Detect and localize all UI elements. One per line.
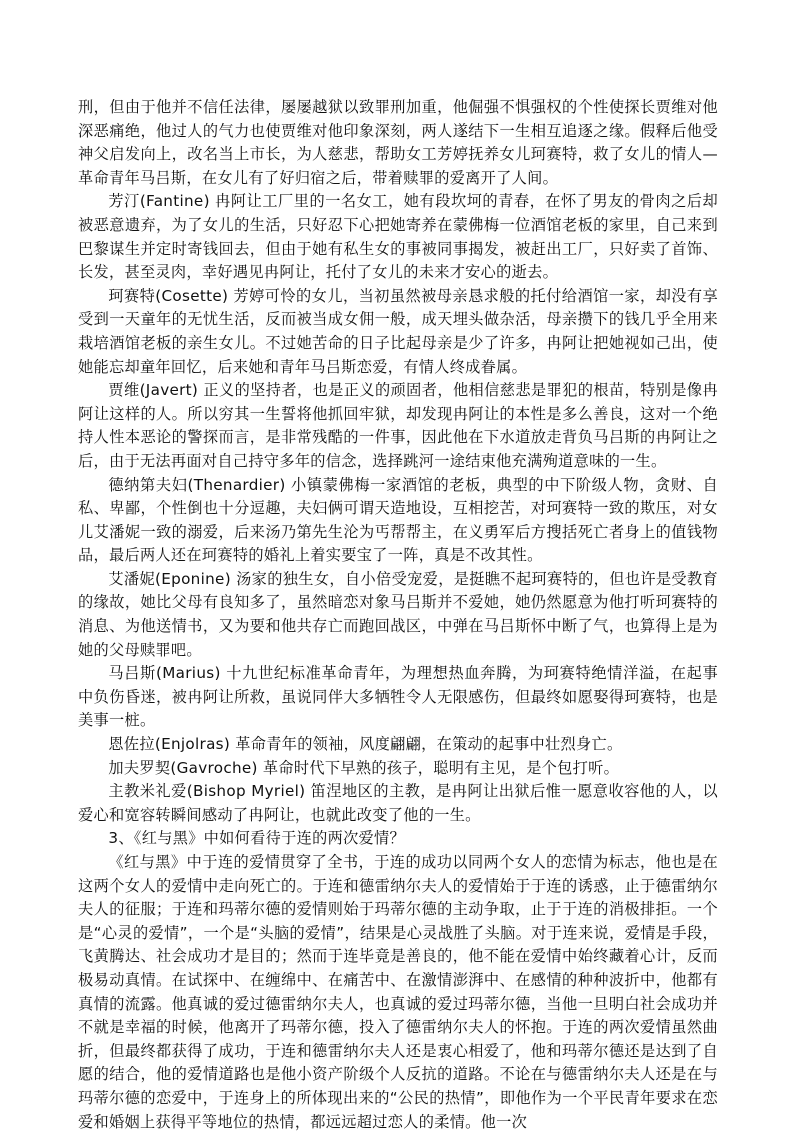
document-page xyxy=(78,96,718,1134)
paragraph-cosette: 珂赛特(Cosette) 芳婷可怜的女儿，当初虽然被母亲恳求般的托付给酒馆一家，却没有享受到一天童年的无忧生活，反而被当成女佣一般，成天埋头做杂活，母亲攒下的钱几乎全用来栽培酒馆老板的亲生女儿。不过她苦命的日子比起母亲是少了许多，冉阿让把她视如己出，使她能忘却童年回忆，后来她和青年马吕斯恋爱，有情人终成眷属。 xyxy=(78,286,718,376)
paragraph-thenardier: 德纳第夫妇(Thenardier) 小镇蒙佛梅一家酒馆的老板，典型的中下阶级人物，贪财、自私、卑鄙，个性倒也十分逗趣，夫妇俩可谓天造地设，互相挖苦，对珂赛特一致的欺压，对女儿艾潘妮一致的溺爱，后来汤乃第先生沦为丐帮帮主，在义勇军后方搜括死亡者身上的值钱物品，最后两人还在珂赛特的婚礼上着实要宝了一阵，真是不改其性。 xyxy=(78,475,718,565)
paragraph-continuation-jean-valjean: 刑，但由于他并不信任法律，屡屡越狱以致罪刑加重，他倔强不惧强权的个性使探长贾维对他深恶痛绝，他过人的气力也使贾维对他印象深刻，两人遂结下一生相互追逐之缘。假释后他受神父启发向上，改名当上市长，为人慈悲，帮助女工芳婷抚养女儿珂赛特，救了女儿的情人—革命青年马吕斯，在女儿有了好归宿之后，带着赎罪的爱离开了人间。 xyxy=(78,98,718,187)
question-heading-red-and-black: 3、《红与黑》中如何看待于连的两次爱情？ xyxy=(108,829,406,848)
paragraph-answer-red-and-black: 《红与黑》中于连的爱情贯穿了全书，于连的成功以同两个女人的恋情为标志，他也是在这两个女人的爱情中走向死亡的。于连和德雷纳尔夫人的爱情始于于连的诱惑，止于德雷纳尔夫人的征服；于连和玛蒂尔德的爱情则始于玛蒂尔德的主动争取，止于于连的消极排拒。一个是“心灵的爱情”，一个是“头脑的爱情”，结果是心灵战胜了头脑。对于连来说，爱情是手段，飞黄腾达、社会成功才是目的；然而于连毕竟是善良的，他不能在爱情中始终藏着心计，反而极易动真情。在试探中、在缠绵中、在痛苦中、在激情澎湃中、在感情的种种波折中，他都有真情的流露。他真诚的爱过德雷纳尔夫人，也真诚的爱过玛蒂尔德，当他一旦明白社会成功并不就是幸福的时候，他离开了玛蒂尔德，投入了德雷纳尔夫人的怀抱。于连的两次爱情虽然曲折，但最终都获得了成功，于连和德雷纳尔夫人还是衷心相爱了，他和玛蒂尔德还是达到了自愿的结合，他的爱情道路也是他小资产阶级个人反抗的道路。不论在与德雷纳尔夫人还是在与玛蒂尔德的恋爱中，于连身上的所体现出来的“公民的热情”，即他作为一个平民青年要求在恋爱和婚姻上获得平等地位的热情，都远远超过恋人的柔情。他一次 xyxy=(78,853,718,1131)
paragraph-bishop-myriel: 主教米礼爱(Bishop Myriel) 笛涅地区的主教，是冉阿让出狱后惟一愿意收容他的人，以爱心和宽容转瞬间感动了冉阿让，也就此改变了他的一生。 xyxy=(78,782,718,824)
paragraph-gavroche: 加夫罗契(Gavroche) 革命时代下早熟的孩子，聪明有主见，是个包打听。 xyxy=(108,758,620,777)
paragraph-marius: 马吕斯(Marius) 十九世纪标准革命青年，为理想热血奔腾，为珂赛特绝情洋溢，在起事中负伤昏迷，被冉阿让所救，虽说同伴大多牺牲令人无限感伤，但最终如愿娶得珂赛特，也是美事一桩。 xyxy=(78,664,718,730)
paragraph-enjolras: 恩佐拉(Enjolras) 革命青年的领袖，风度翩翩，在策动的起事中壮烈身亡。 xyxy=(108,735,623,754)
paragraph-fantine: 芳汀(Fantine) 冉阿让工厂里的一名女工，她有段坎坷的青春，在怀了男友的骨肉之后却被恶意遗弃，为了女儿的生活，只好忍下心把她寄养在蒙佛梅一位酒馆老板的家里，自己来到巴黎谋生并定时寄钱回去，但由于她有私生女的事被同事揭发，被赶出工厂，只好卖了首饰、长发，甚至灵肉，幸好遇见冉阿让，托付了女儿的未来才安心的逝去。 xyxy=(78,192,718,282)
paragraph-javert: 贾维(Javert) 正义的坚持者，也是正义的顽固者，他相信慈悲是罪犯的根苗，特别是像冉阿让这样的人。所以穷其一生誓将他抓回牢狱，却发现冉阿让的本性是多么善良，这对一个绝持人性本恶论的警探而言，是非常残酷的一件事，因此他在下水道放走背负马吕斯的冉阿让之后，由于无法再面对自己持守多年的信念，选择跳河一途结束他充满殉道意味的一生。 xyxy=(78,381,718,470)
paragraph-eponine: 艾潘妮(Eponine) 汤家的独生女，自小倍受宠爱，是挺瞧不起珂赛特的，但也许是受教育的缘故，她比父母有良知多了，虽然暗恋对象马吕斯并不爱她，她仍然愿意为他打听珂赛特的消息、为他送情书，又为要和他共存亡而跑回战区，中弹在马吕斯怀中断了气，也算得上是为她的父母赎罪吧。 xyxy=(78,569,718,659)
